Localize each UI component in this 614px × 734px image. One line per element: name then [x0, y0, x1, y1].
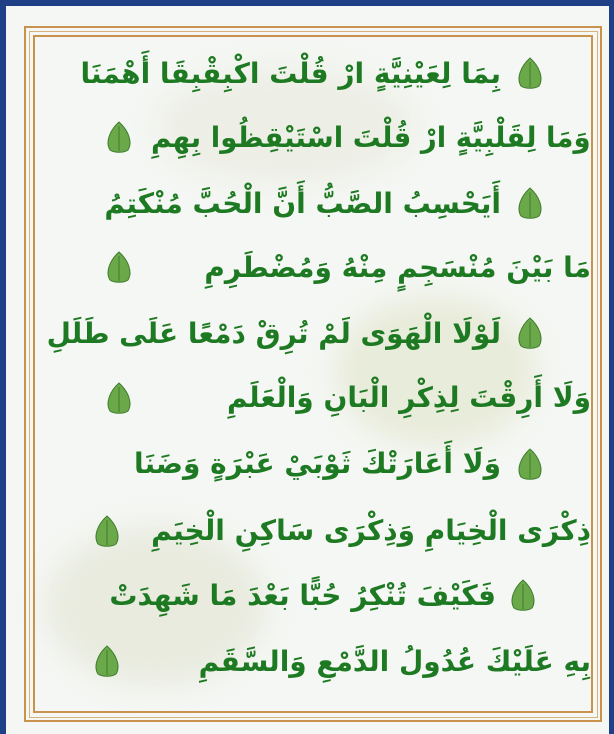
- leaf-icon: [102, 381, 136, 415]
- manuscript-page: [6, 6, 609, 734]
- verse-line-2: وَمَا لِقَلْبِيَّةٍ ارْ قُلْتَ اسْتَيْقِظُوا بِهِمِ: [151, 121, 591, 154]
- leaf-icon: [513, 56, 547, 90]
- verse-line-4: مَا بَيْنَ مُنْسَجِمٍ مِنْهُ وَمُضْطَرِمِ: [204, 251, 591, 284]
- verse-line-7: وَلَا أَعَارَتْكَ ثَوْبَيْ عَبْرَةٍ وَضَنَا: [133, 447, 501, 480]
- verse-line-10: بِهِ عَلَيْكَ عُدُولُ الدَّمْعِ وَالسَّقَمِ: [198, 645, 591, 678]
- leaf-icon: [102, 120, 136, 154]
- leaf-icon: [90, 644, 124, 678]
- verse-line-8: ذِكْرَى الْخِيَامِ وَذِكْرَى سَاكِنِ الْخِيَمِ: [151, 514, 591, 547]
- verse-line-9: فَكَيْفَ تُنْكِرُ حُبًّا بَعْدَ مَا شَهِدَتْ: [109, 579, 496, 612]
- leaf-icon: [513, 186, 547, 220]
- leaf-icon: [506, 578, 540, 612]
- leaf-icon: [102, 250, 136, 284]
- verse-line-3: أَيَحْسِبُ الصَّبُّ أَنَّ الْحُبَّ مُنْكَتِمُ: [104, 187, 501, 220]
- leaf-icon: [90, 514, 124, 548]
- verse-line-1: بِمَا لِعَيْنِيَّةٍ ارْ قُلْتَ اكْبِقْبِقَا أَهْمَنَا: [80, 57, 501, 90]
- leaf-icon: [513, 447, 547, 481]
- verse-line-5: لَوْلَا الْهَوَى لَمْ تُرِقْ دَمْعًا عَلَى طَلَلِ: [46, 317, 501, 350]
- leaf-icon: [513, 316, 547, 350]
- verse-line-6: وَلَا أَرِقْتَ لِذِكْرِ الْبَانِ وَالْعَلَمِ: [227, 381, 591, 414]
